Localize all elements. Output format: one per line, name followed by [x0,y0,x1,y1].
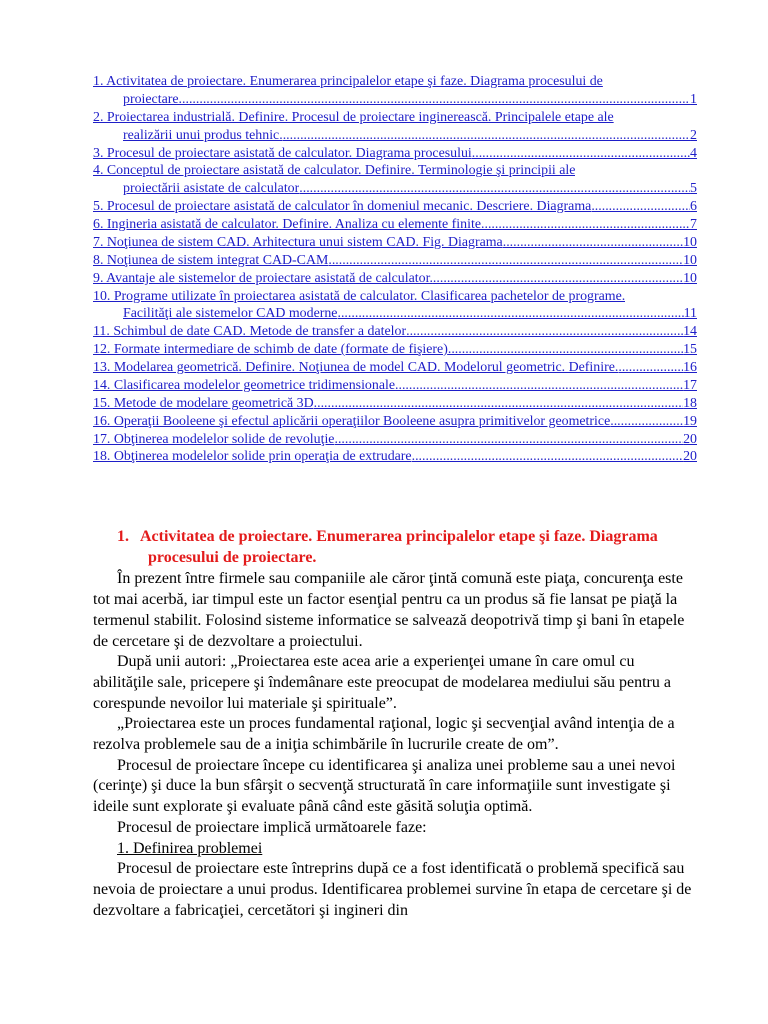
toc-entry-text[interactable]: 11. Schimbul de date CAD. Metode de transfer a datelor [93,324,407,340]
toc-entry-line[interactable] [93,288,697,306]
toc-entry-line[interactable] [93,323,697,341]
toc-entry-4[interactable] [93,162,697,198]
toc-entry-5[interactable] [93,198,697,216]
toc-dot-leader [334,431,683,449]
toc-entry-page-number[interactable]: 6 [690,199,697,215]
toc-entry-line[interactable] [93,73,697,91]
toc-entry-page-number[interactable]: 16 [683,360,697,375]
paragraph: În prezent între firmele sau companiile ale căror ţintă comună este piaţa, concurenţa este tot mai acerbă, iar timpul este un factor esenţial pentru ca un produs să fie lansat pe piaţă la termenul stabilit. Folosind sisteme informatice se salvează deopotrivă timp şi bani în etapele de cercetare şi de dezvoltare a proiectului. [93,570,685,650]
paragraph: Procesul de proiectare începe cu identificarea şi analiza unei probleme sau a unei nevoi (cerinţe) şi duce la bun sfârşit o secvenţă structurată în care informaţiile sunt investigate şi ideile sunt explorate şi evaluate până când este găsită soluţia optimă. [93,756,676,816]
toc-entry-page-number[interactable]: 10 [683,252,697,268]
toc-entry-2[interactable] [93,109,697,145]
toc-dot-leader [591,198,690,216]
section-body [93,569,695,921]
toc-entry-13[interactable] [93,359,697,377]
paragraph: Procesul de proiectare implică următoarele faze: [117,818,427,836]
toc-entry-page-number[interactable]: 10 [683,270,697,286]
toc-entry-text[interactable]: 17. Obţinerea modelelor solide de revoluţie [93,431,335,447]
phase-heading [93,839,695,860]
toc-entry-line[interactable] [93,162,697,180]
toc-entry-line[interactable] [93,341,697,359]
toc-entry-text-continued[interactable]: proiectării asistate de calculator [123,181,300,197]
toc-entry-line[interactable] [93,377,697,395]
toc-dot-leader [610,413,683,431]
toc-entry-page-number[interactable]: 10 [683,234,697,250]
paragraph: „Proiectarea este un proces fundamental raţional, logic şi secvenţial având intenţia de a rezolva problemele sau de a iniţia schimbările în lucrurile create de om”. [93,715,675,754]
toc-entry-page-number[interactable]: 18 [683,395,697,411]
toc-entry-text-continued[interactable]: proiectare. [123,91,182,107]
toc-entry-line[interactable] [93,252,697,270]
toc-entry-16[interactable] [93,413,697,431]
toc-entry-line[interactable] [93,448,697,466]
toc-entry-text-continued[interactable]: Facilităţi ale sistemelor CAD moderne [123,306,338,322]
toc-entry-text[interactable]: 5. Procesul de proiectare asistată de calculator în domeniul mecanic. Descriere. Diagrama [93,199,592,215]
toc-entry-line[interactable] [93,127,697,145]
toc-entry-page-number[interactable]: 1 [690,91,697,107]
toc-entry-line[interactable] [93,270,697,288]
toc-entry-text[interactable]: 7. Noţiunea de sistem CAD. Arhitectura unui sistem CAD. Fig. Diagrama [93,234,503,250]
toc-entry-3[interactable] [93,145,697,163]
toc-entry-line[interactable] [93,413,697,431]
toc-dot-leader [481,216,690,234]
section-title: Activitatea de proiectare. Enumerarea principalelor etape şi faze. Diagrama procesului de proiectare. [140,528,658,566]
toc-entry-page-number[interactable]: 20 [683,449,697,465]
paragraph: Procesul de proiectare este întreprins după ce a fost identificată o problemă specifică sau nevoia de proiectare a unui produs. Identificarea problemei survine în etapa de cercetare şi de dezvoltare a fabricaţiei, cercetători şi ingineri din [93,860,692,919]
toc-entry-text[interactable]: 16. Operaţii Booleene şi efectul aplicării operaţiilor Booleene asupra primitivelor geometrice [93,413,611,429]
toc-dot-leader [406,323,683,341]
toc-entry-text[interactable]: 1. Activitatea de proiectare. Enumerarea principalelor etape şi faze. Diagrama procesului de [93,74,603,89]
toc-entry-14[interactable] [93,377,697,395]
toc-entry-text[interactable]: 13. Modelarea geometrică. Definire. Noţiunea de model CAD. Modelorul geometric. Definire. [93,360,619,375]
toc-dot-leader [472,145,690,163]
section-1 [93,527,695,921]
toc-entry-page-number[interactable]: 4 [690,145,697,161]
toc-dot-leader [503,234,683,252]
toc-dot-leader [618,359,683,377]
toc-entry-text[interactable]: 9. Avantaje ale sistemelor de proiectare asistată de calculator. [93,270,433,286]
toc-entry-line[interactable] [93,234,697,252]
toc-entry-line[interactable] [93,109,697,127]
toc-entry-9[interactable] [93,270,697,288]
toc-entry-text[interactable]: 4. Conceptul de proiectare asistată de calculator. Definire. Terminologie şi principii ale [93,163,576,179]
toc-entry-15[interactable] [93,395,697,413]
toc-entry-page-number[interactable]: 7 [690,217,697,232]
toc-entry-page-number[interactable]: 15 [683,342,697,358]
toc-entry-line[interactable] [93,198,697,216]
toc-entry-line[interactable] [93,91,697,109]
toc-dot-leader [182,91,690,109]
toc-dot-leader [299,180,690,198]
toc-entry-line[interactable] [93,305,697,323]
toc-entry-text[interactable]: 15. Metode de modelare geometrică 3D [93,395,314,411]
toc-dot-leader [314,395,683,413]
toc-entry-text[interactable]: 14. Clasificarea modelelor geometrice tridimensionale [93,377,396,393]
toc-entry-page-number[interactable]: 19 [683,413,697,429]
toc-entry-text[interactable]: 12. Formate intermediare de schimb de date (formate de fişiere) [93,342,448,358]
toc-entry-line[interactable] [93,395,697,413]
toc-entry-10[interactable] [93,288,697,324]
toc-entry-1[interactable] [93,73,697,109]
toc-dot-leader [412,448,684,466]
toc-entry-7[interactable] [93,234,697,252]
toc-entry-page-number[interactable]: 5 [690,181,697,197]
section-heading [93,527,695,568]
toc-entry-text[interactable]: 2. Proiectarea industrială. Definire. Procesul de proiectare inginerească. Principalele etape ale [93,109,614,125]
toc-entry-line[interactable] [93,359,697,377]
toc-entry-page-number[interactable]: 11 [683,306,697,322]
paragraph: După unii autori: „Proiectarea este acea arie a experienţei umane în care omul cu abilităţile sale, pricepere şi îndemânare este preocupat de modelarea mediului său pentru a corespunde nevoilor lui materiale şi spirituale”. [93,653,671,712]
toc-entry-text[interactable]: 18. Obţinerea modelelor solide prin operaţia de extrudare [93,449,412,465]
toc-entry-17[interactable] [93,431,697,449]
toc-entry-line[interactable] [93,145,697,163]
toc-entry-line[interactable] [93,216,697,234]
toc-dot-leader [283,127,690,145]
toc-entry-12[interactable] [93,341,697,359]
toc-entry-18[interactable] [93,448,697,466]
toc-entry-line[interactable] [93,431,697,449]
toc-dot-leader [433,270,683,288]
toc-entry-text[interactable]: 10. Programe utilizate în proiectarea asistată de calculator. Clasificarea pachetelor de programe. [93,288,626,304]
toc-entry-text[interactable]: 3. Procesul de proiectare asistată de calculator. Diagrama procesului [93,145,472,161]
toc-entry-text[interactable]: 8. Noţiunea de sistem integrat CAD-CAM [93,252,329,268]
toc-entry-text-continued[interactable]: realizării unui produs tehnic. [123,127,283,143]
toc-entry-line[interactable] [93,180,697,198]
toc-entry-text[interactable]: 6. Ingineria asistată de calculator. Definire. Analiza cu elemente finite [93,217,481,232]
table-of-contents [93,73,697,466]
toc-entry-6[interactable] [93,216,697,234]
toc-dot-leader [448,341,683,359]
toc-entry-page-number[interactable]: 17 [683,377,697,393]
toc-entry-page-number[interactable]: 2 [690,127,697,143]
section-number: 1. [117,528,129,545]
toc-entry-8[interactable] [93,252,697,270]
phase-heading-text: 1. Definirea problemei [117,839,263,857]
toc-dot-leader [337,305,683,323]
toc-dot-leader [328,252,683,270]
toc-dot-leader [395,377,683,395]
toc-entry-page-number[interactable]: 14 [683,324,697,340]
toc-entry-page-number[interactable]: 20 [683,431,697,447]
toc-entry-11[interactable] [93,323,697,341]
